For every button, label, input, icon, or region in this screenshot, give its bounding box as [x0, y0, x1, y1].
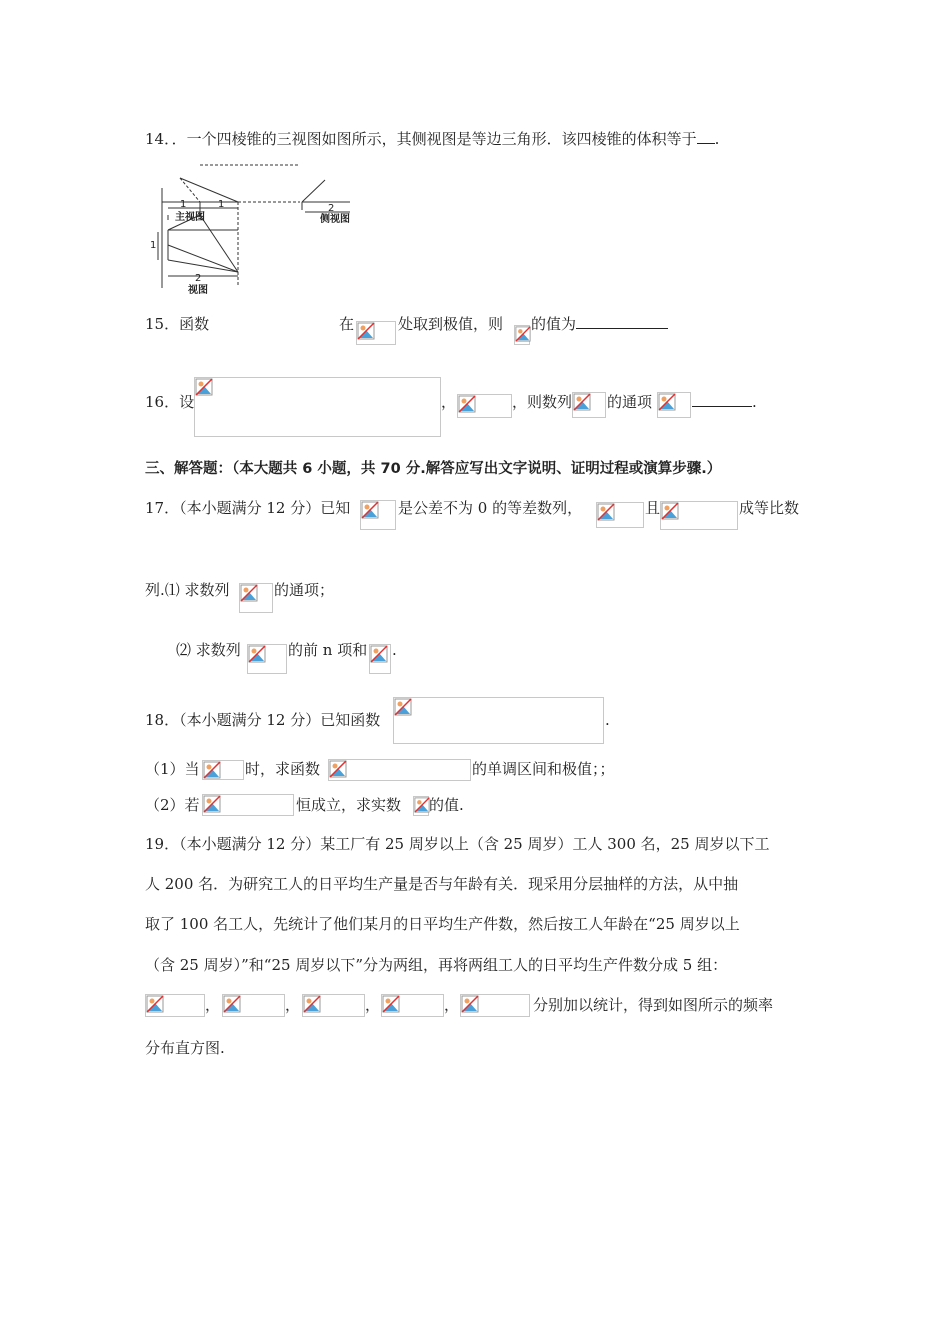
broken-image-icon [461, 995, 479, 1013]
q16-end [692, 392, 757, 412]
formula-image-placeholder [302, 994, 365, 1017]
formula-image-placeholder [660, 501, 738, 530]
broken-image-icon [203, 761, 221, 779]
q19-sep [444, 995, 459, 1015]
q16-prefix [145, 392, 194, 412]
q17-prefix-text: 17．（本小题满分 12 分）已知 [145, 499, 351, 517]
q16-answer-blank [692, 392, 752, 407]
q17-mid-text: 是公差不为 0 的等差数列， [398, 499, 583, 517]
q18-p1-prefix: （1）当 [145, 760, 200, 778]
fig-label-1-left: 1 [150, 240, 157, 251]
broken-image-icon [382, 995, 400, 1013]
formula-image-placeholder [369, 644, 391, 674]
q18-p1-mid [245, 759, 320, 779]
formula-image-placeholder [239, 583, 273, 613]
broken-image-icon [329, 760, 347, 778]
q17-line3-mid-text: 的前 n 项和 [288, 641, 368, 659]
q16-mid2-text: 的通项 [607, 393, 653, 411]
formula-image-placeholder [194, 377, 441, 437]
q18-end-text: . [605, 711, 610, 729]
q18-part1 [145, 759, 200, 779]
formula-image-placeholder [247, 644, 287, 674]
q18-part2 [145, 795, 200, 815]
formula-image-placeholder [514, 325, 530, 345]
q16-prefix-text: 16．设 [145, 393, 195, 411]
broken-image-icon [515, 326, 531, 342]
q19-line1-text: 19．（本小题满分 12 分）某工厂有 25 周岁以上（含 25 周岁）工人 300 名，25 周岁以下工 [145, 835, 770, 853]
q17-line3-mid [288, 640, 367, 660]
q15-end [531, 314, 668, 334]
q15-text [145, 314, 209, 334]
formula-image-placeholder [202, 794, 294, 816]
formula-image-placeholder [356, 321, 396, 345]
q16-mid2 [607, 392, 652, 412]
q18-end [605, 710, 610, 730]
broken-image-icon [146, 995, 164, 1013]
q17-line2-prefix: 列.⑴ 求数列 [145, 581, 230, 599]
q17-prefix [145, 498, 350, 518]
q17-end [739, 498, 799, 518]
q17-line3-end [392, 640, 397, 660]
q19-line5-end-text: 分别加以统计，得到如图所示的频率 [533, 996, 774, 1014]
formula-image-placeholder [360, 500, 396, 530]
formula-image-placeholder [393, 697, 604, 744]
broken-image-icon [357, 322, 375, 340]
broken-image-icon [303, 995, 321, 1013]
formula-image-placeholder [596, 502, 644, 528]
section-3-text: 三、解答题：（本大题共 6 小题，共 70 分.解答应写出文字说明、证明过程或演算步骤.） [145, 461, 722, 477]
q18-p2-mid-text: 恒成立，求实数 [296, 796, 402, 814]
q16-mid [512, 392, 572, 412]
fig-label-side: 侧视图 [320, 214, 350, 225]
q15-prefix: 15．函数 [145, 315, 210, 333]
formula-image-placeholder [657, 392, 691, 418]
q19-sep-1: ， [205, 996, 221, 1014]
q19-line1 [145, 834, 769, 854]
q19-sep-3: ， [365, 996, 381, 1014]
formula-image-placeholder [572, 392, 606, 418]
q19-line3-text: 取了 100 名工人，先统计了他们某月的日平均生产件数，然后按工人年龄在“25 周岁以上 [145, 915, 740, 933]
q14-text [145, 129, 719, 149]
broken-image-icon [414, 797, 430, 813]
formula-image-placeholder [145, 994, 205, 1017]
q18-p2-end-text: 的值. [429, 796, 464, 814]
q18-p2-mid [296, 795, 401, 815]
fig-label-top: 视图 [188, 285, 208, 295]
q16-comma [441, 392, 456, 412]
fig-label-1a: 1 [180, 199, 187, 210]
q18-p1-mid-text: 时，求函数 [245, 760, 321, 778]
q18-p1-end-text: 的单调区间和极值；； [472, 760, 615, 778]
q19-sep [205, 995, 220, 1015]
broken-image-icon [195, 378, 213, 396]
formula-image-placeholder [381, 994, 444, 1017]
broken-image-icon [573, 393, 591, 411]
q14-answer-blank [697, 129, 715, 144]
broken-image-icon [361, 501, 379, 519]
q14-end: . [714, 130, 720, 148]
broken-image-icon [661, 502, 679, 520]
broken-image-icon [203, 795, 221, 813]
q15-mid [398, 314, 503, 334]
q17-and [645, 498, 660, 518]
q15-at [339, 314, 354, 334]
fig-label-2-bottom: 2 [195, 273, 202, 284]
q19-line2 [145, 874, 738, 894]
q16-mid-text: ，则数列 [512, 393, 573, 411]
q17-line2-end-text: 的通项； [274, 581, 335, 599]
broken-image-icon [597, 503, 615, 521]
q18-prefix-text: 18．（本小题满分 12 分）已知函数 [145, 711, 381, 729]
q16-comma-text: ， [441, 393, 457, 411]
three-view-figure [150, 160, 365, 295]
broken-image-icon [223, 995, 241, 1013]
q17-line3-end-text: . [392, 641, 397, 659]
q18-p1-end [472, 759, 615, 779]
formula-image-placeholder [413, 796, 429, 816]
broken-image-icon [458, 395, 476, 413]
q19-sep [285, 995, 300, 1015]
q18-p2-prefix: （2）若 [145, 796, 200, 814]
q16-end-text: . [752, 393, 757, 411]
formula-image-placeholder [460, 994, 530, 1017]
q14-prefix: 14．．一个四棱锥的三视图如图所示，其侧视图是等边三角形．该四棱锥的体积等于 [145, 130, 697, 148]
fig-label-main: 主视图 [175, 212, 205, 223]
q17-and-text: 且 [645, 499, 661, 517]
q15-answer-blank [576, 314, 668, 329]
fig-label-2-side: 2 [328, 203, 335, 214]
formula-image-placeholder [202, 760, 244, 780]
broken-image-icon [240, 584, 258, 602]
q17-end-text: 成等比数 [739, 499, 800, 517]
q19-line6-text: 分布直方图. [145, 1039, 225, 1057]
q19-line5-end [533, 995, 773, 1015]
q19-sep [365, 995, 380, 1015]
q19-sep-2: ， [285, 996, 301, 1014]
q19-line4 [145, 955, 727, 975]
q17-line3-prefix: ⑵ 求数列 [176, 641, 241, 659]
q17-line3 [176, 640, 241, 660]
q19-line2-text: 人 200 名．为研究工人的日平均生产量是否与年龄有关．现采用分层抽样的方法，从中抽 [145, 875, 739, 893]
broken-image-icon [394, 698, 412, 716]
formula-image-placeholder [328, 759, 471, 781]
fig-label-1b: 1 [218, 199, 225, 210]
q19-line4-text: （含 25 周岁）”和“25 周岁以下”分为两组，再将两组工人的日平均生产件数分成 5 组： [145, 956, 728, 974]
q15-end-text: 的值为 [531, 315, 577, 333]
q18-prefix [145, 710, 380, 730]
q17-line2-end [274, 580, 334, 600]
section-3-heading [145, 459, 721, 479]
q19-sep-4: ， [444, 996, 460, 1014]
q17-line2 [145, 580, 230, 600]
q15-mid-text: 处取到极值，则 [398, 315, 504, 333]
broken-image-icon [658, 393, 676, 411]
formula-image-placeholder [222, 994, 285, 1017]
q17-mid [398, 498, 582, 518]
broken-image-icon [370, 645, 388, 663]
q15-at-text: 在 [339, 315, 355, 333]
formula-image-placeholder [457, 394, 512, 418]
broken-image-icon [248, 645, 266, 663]
q18-p2-end [429, 795, 464, 815]
q19-line3 [145, 914, 740, 934]
q19-line6 [145, 1038, 225, 1058]
